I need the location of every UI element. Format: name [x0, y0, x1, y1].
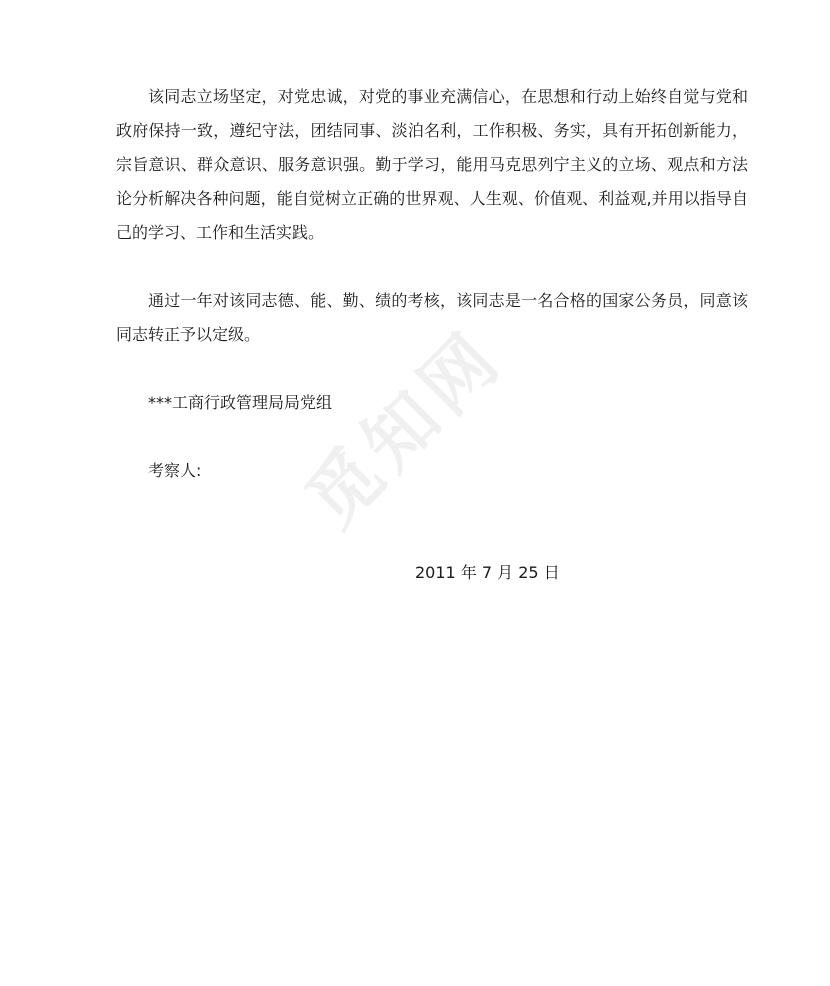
organization-signature: ***工商行政管理局局党组 [148, 393, 333, 412]
paragraph-spacer [116, 420, 748, 454]
document-date: 2011 年 7 月 25 日 [415, 563, 560, 582]
evaluation-paragraph: 该同志立场坚定，对党忠诚，对党的事业充满信心，在思想和行动上始终自觉与党和政府保持一致，遵纪守法，团结同事、淡泊名利，工作积极、务实，具有开拓创新能力，宗旨意识、群众意识、服务意识强。勤于学习，能用马克思列宁主义的立场、观点和方法论分析解决各种问题，能自觉树立正确的世界观、人生观、价值观、利益观,并用以指导自己的学习、工作和生活实践。 [116, 87, 748, 242]
watermark: 觅知网 [289, 313, 519, 543]
paragraph-spacer [116, 352, 748, 386]
document-body [116, 80, 748, 488]
conclusion-paragraph: 通过一年对该同志德、能、勤、绩的考核，该同志是一名合格的国家公务员，同意该同志转正予以定级。 [116, 291, 748, 344]
paragraph-spacer [116, 250, 748, 284]
inspector-label: 考察人: [148, 461, 202, 480]
